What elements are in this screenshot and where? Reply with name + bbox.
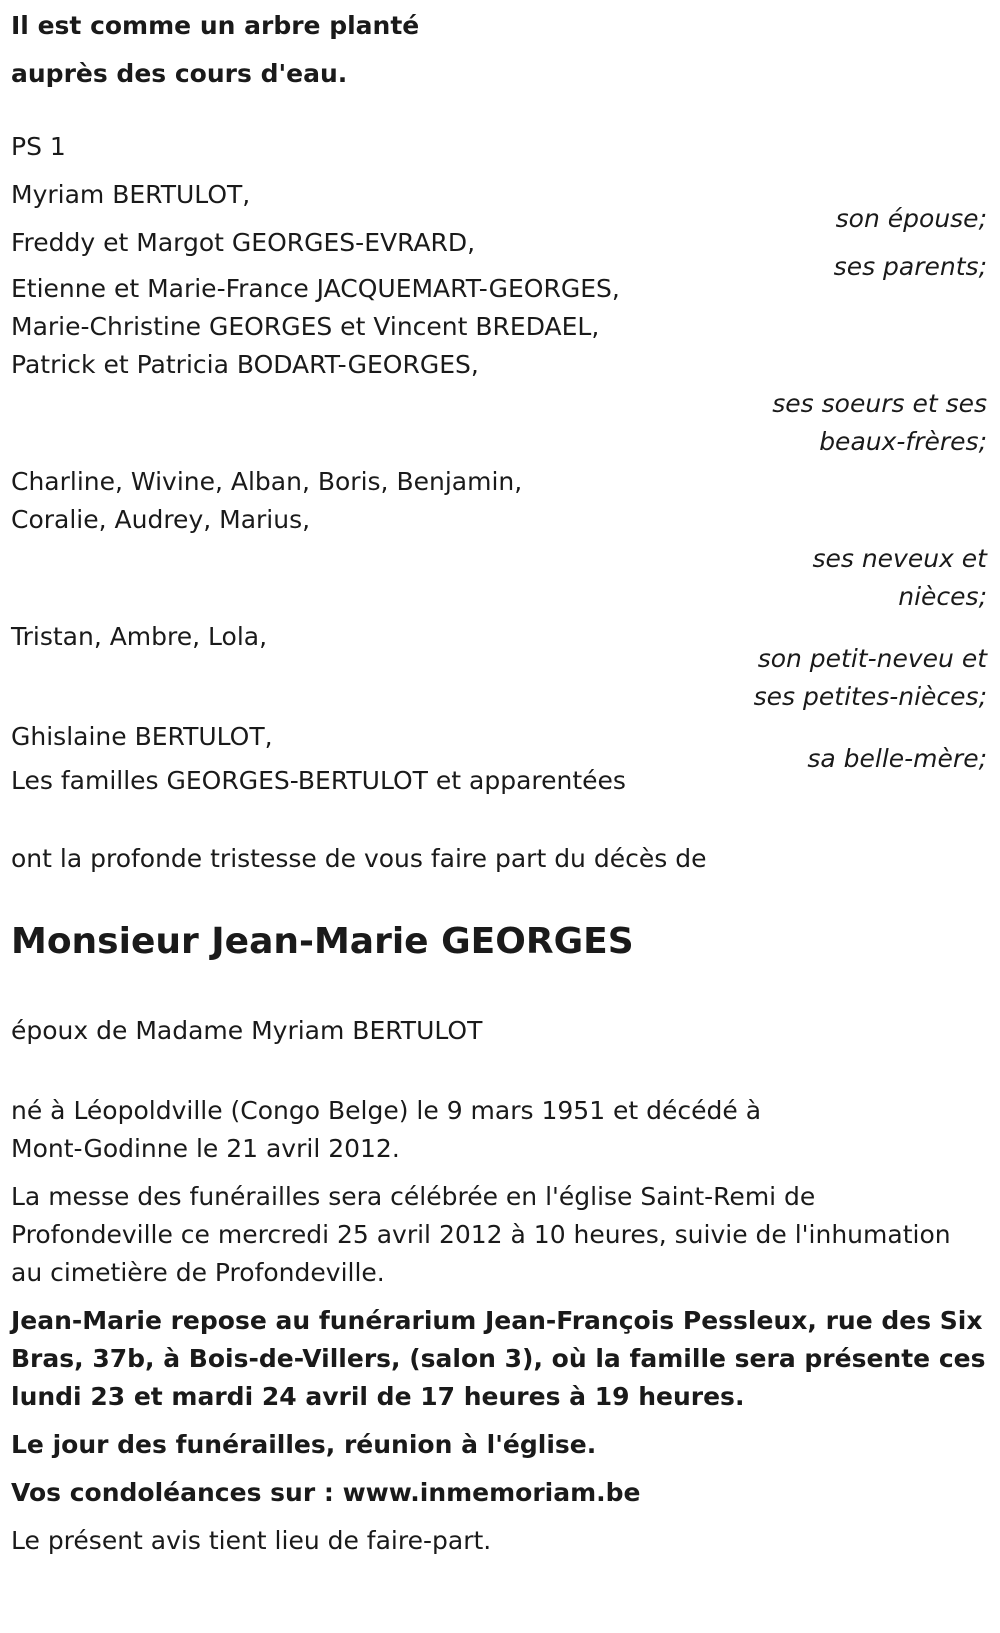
family-entry <box>11 269 987 462</box>
family-role-line: son petit-neveu et <box>757 644 987 673</box>
psalm-reference: PS 1 <box>11 132 66 161</box>
family-names <box>11 462 987 540</box>
family-role-line: ses parents; <box>833 252 987 281</box>
funeral-mass <box>11 1177 987 1293</box>
family-role-line: ses petites-nièces; <box>753 682 987 711</box>
obituary-notice <box>11 0 987 1561</box>
announcement: ont la profonde tristesse de vous faire part du décès de <box>11 844 707 873</box>
family-name-line: Myriam BERTULOT, <box>11 180 251 209</box>
condolences-info: Vos condoléances sur : www.inmemoriam.be <box>11 1478 641 1507</box>
family-name-line: Patrick et Patricia BODART-GEORGES, <box>11 350 479 379</box>
family-role-line: nièces; <box>898 582 987 611</box>
birth-line-1: né à Léopoldville (Congo Belge) le 9 mars 1951 et décédé à <box>11 1096 762 1125</box>
families-line: Les familles GEORGES-BERTULOT et apparentées <box>11 766 626 795</box>
family-role <box>11 384 987 462</box>
family-name-line: Charline, Wivine, Alban, Boris, Benjamin, <box>11 467 523 496</box>
rest-line-1: Jean-Marie repose au funérarium Jean-François Pessleux, rue des Six <box>11 1306 983 1335</box>
notice-line: Le présent avis tient lieu de faire-part. <box>11 1526 492 1555</box>
family-name-line: Marie-Christine GEORGES et Vincent BREDAEL, <box>11 312 600 341</box>
family-role-line: ses neveux et <box>812 544 987 573</box>
birth-line-2: Mont-Godinne le 21 avril 2012. <box>11 1134 400 1163</box>
family-names <box>11 269 987 385</box>
intro-verse <box>11 2 987 98</box>
deceased-name: Monsieur Jean-Marie GEORGES <box>11 921 634 962</box>
family-name-line: Ghislaine BERTULOT, <box>11 722 273 751</box>
family-role <box>11 539 987 617</box>
family-entry <box>11 617 987 717</box>
family-name-line: Tristan, Ambre, Lola, <box>11 622 268 651</box>
family-name-line: Etienne et Marie-France JACQUEMART-GEORGES, <box>11 274 620 303</box>
spouse-line: époux de Madame Myriam BERTULOT <box>11 1016 483 1045</box>
family-name-line: Coralie, Audrey, Marius, <box>11 505 311 534</box>
funeral-home-info <box>11 1301 987 1417</box>
family-name-line: Freddy et Margot GEORGES-EVRARD, <box>11 228 476 257</box>
mass-line-3: au cimetière de Profondeville. <box>11 1258 385 1287</box>
family-role-line: sa belle-mère; <box>807 744 987 773</box>
intro-line-1: Il est comme un arbre planté <box>11 11 420 40</box>
family-role-line: ses soeurs et ses <box>772 389 987 418</box>
family-entry <box>11 717 987 779</box>
meeting-info: Le jour des funérailles, réunion à l'église. <box>11 1430 597 1459</box>
family-role-line: beaux-frères; <box>819 427 987 456</box>
mass-line-1: La messe des funérailles sera célébrée en l'église Saint-Remi de <box>11 1182 816 1211</box>
rest-line-2: Bras, 37b, à Bois-de-Villers, (salon 3), où la famille sera présente ces <box>11 1344 986 1373</box>
birth-death-info <box>11 1091 987 1169</box>
rest-line-3: lundi 23 et mardi 24 avril de 17 heures à 19 heures. <box>11 1382 745 1411</box>
mass-line-2: Profondeville ce mercredi 25 avril 2012 à 10 heures, suivie de l'inhumation <box>11 1220 951 1249</box>
family-role-line: son épouse; <box>835 204 987 233</box>
intro-line-2: auprès des cours d'eau. <box>11 59 348 88</box>
family-entry <box>11 462 987 617</box>
